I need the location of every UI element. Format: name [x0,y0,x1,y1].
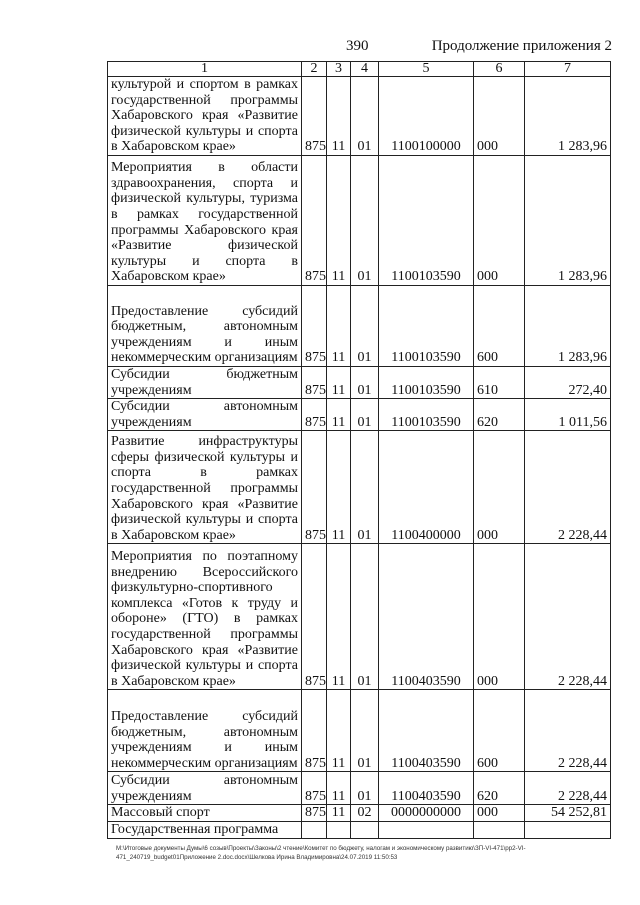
cell-col4: 02 [351,805,379,822]
cell-col2: 875 [302,367,327,399]
cell-col2: 875 [302,399,327,431]
cell-col5: 1100103590 [379,399,474,431]
cell-col4: 01 [351,77,379,156]
cell-col3: 11 [327,77,351,156]
row-name: Развитие инфраструктуры сферы физической культуры и спорта в рамках государственной программы Хабаровского края «Развитие физической культуры и спорта в Хабаровском крае» [108,431,302,544]
cell-col4 [351,821,379,838]
table-row [108,690,611,772]
cell-col5: 1100103590 [379,286,474,367]
column-header: 1 [108,62,302,77]
table-row [108,805,611,822]
cell-col4: 01 [351,367,379,399]
cell-col2: 875 [302,431,327,544]
cell-col4: 01 [351,156,379,286]
cell-col5 [379,821,474,838]
column-header: 4 [351,62,379,77]
cell-col7: 54 252,81 [525,805,611,822]
row-name: Мероприятия в области здравоохранения, спорта и физической культуры, туризма в рамках государственной программы Хабаровского края «Развитие физической культуры и спорта в Хабаровском крае» [108,156,302,286]
cell-col2: 875 [302,286,327,367]
footer-line: 471_240719_budget01Приложение 2.doc.docx\Шелкова Ирина Владимировна\24.07.2019 11:50:53 [116,854,398,861]
cell-col7 [525,821,611,838]
row-name: Массовый спорт [108,805,302,822]
cell-col6 [474,821,525,838]
cell-col5: 1100103590 [379,156,474,286]
cell-col4: 01 [351,544,379,690]
cell-col2: 875 [302,690,327,772]
cell-col6: 600 [474,690,525,772]
cell-col6: 000 [474,805,525,822]
cell-col5: 1100403590 [379,544,474,690]
cell-col3: 11 [327,399,351,431]
table-row [108,772,611,805]
table-row [108,544,611,690]
table-row [108,431,611,544]
budget-table [107,61,611,839]
cell-col2: 875 [302,156,327,286]
cell-col6: 000 [474,156,525,286]
cell-col5: 1100103590 [379,367,474,399]
cell-col5: 1100403590 [379,690,474,772]
table-row [108,821,611,838]
cell-col6: 610 [474,367,525,399]
column-header: 5 [379,62,474,77]
cell-col3: 11 [327,431,351,544]
row-name: Государственная программа [108,821,302,838]
cell-col2: 875 [302,77,327,156]
cell-col4: 01 [351,431,379,544]
cell-col2: 875 [302,772,327,805]
column-header: 3 [327,62,351,77]
table-row [108,399,611,431]
cell-col6: 000 [474,431,525,544]
cell-col4: 01 [351,772,379,805]
cell-col4: 01 [351,690,379,772]
row-name: Субсидии бюджетным учреждениям [108,367,302,399]
row-name: культурой и спортом в рамках государственной программы Хабаровского края «Развитие физической культуры и спорта в Хабаровском крае» [108,77,302,156]
cell-col6: 000 [474,77,525,156]
cell-col7: 2 228,44 [525,544,611,690]
row-name: Субсидии автономным учреждениям [108,399,302,431]
column-header: 7 [525,62,611,77]
cell-col2: 875 [302,805,327,822]
cell-col6: 000 [474,544,525,690]
cell-col3: 11 [327,286,351,367]
cell-col6: 620 [474,399,525,431]
cell-col5: 0000000000 [379,805,474,822]
cell-col6: 600 [474,286,525,367]
row-name: Мероприятия по поэтапному внедрению Всероссийского физкультурно-спортивного комплекса «Готов к труду и обороне» (ГТО) в рамках государственной программы Хабаровского края «Развитие физической культуры и спорта в Хабаровском крае» [108,544,302,690]
row-name: Субсидии автономным учреждениям [108,772,302,805]
cell-col7: 2 228,44 [525,431,611,544]
column-header: 2 [302,62,327,77]
cell-col7: 1 011,56 [525,399,611,431]
cell-col4: 01 [351,286,379,367]
table-header-row [108,62,611,77]
cell-col3 [327,821,351,838]
cell-col3: 11 [327,544,351,690]
cell-col4: 01 [351,399,379,431]
cell-col6: 620 [474,772,525,805]
cell-col2 [302,821,327,838]
page-number: 390 [346,38,369,54]
cell-col2: 875 [302,544,327,690]
footer-line: M:\Итоговые документы Думы\6 созыв\Проекты\Законы\2 чтение\Комитет по бюджету, налогам и экономическому развитию\ЗП-VI-471\pp2-VI- [116,845,526,852]
cell-col7: 1 283,96 [525,156,611,286]
continuation-label: Продолжение приложения 2 [431,38,612,54]
cell-col7: 2 228,44 [525,772,611,805]
cell-col7: 2 228,44 [525,690,611,772]
table-row [108,77,611,156]
cell-col5: 1100100000 [379,77,474,156]
cell-col7: 272,40 [525,367,611,399]
column-header: 6 [474,62,525,77]
file-path-footer [116,844,616,862]
cell-col3: 11 [327,367,351,399]
table-row [108,367,611,399]
cell-col3: 11 [327,156,351,286]
cell-col5: 1100403590 [379,772,474,805]
cell-col7: 1 283,96 [525,286,611,367]
cell-col5: 1100400000 [379,431,474,544]
cell-col3: 11 [327,805,351,822]
cell-col3: 11 [327,690,351,772]
row-name: Предоставление субсидий бюджетным, автономным учреждениям и иным некоммерческим организациям [108,690,302,772]
cell-col7: 1 283,96 [525,77,611,156]
row-name: Предоставление субсидий бюджетным, автономным учреждениям и иным некоммерческим организациям [108,286,302,367]
table-row [108,286,611,367]
table-row [108,156,611,286]
cell-col3: 11 [327,772,351,805]
